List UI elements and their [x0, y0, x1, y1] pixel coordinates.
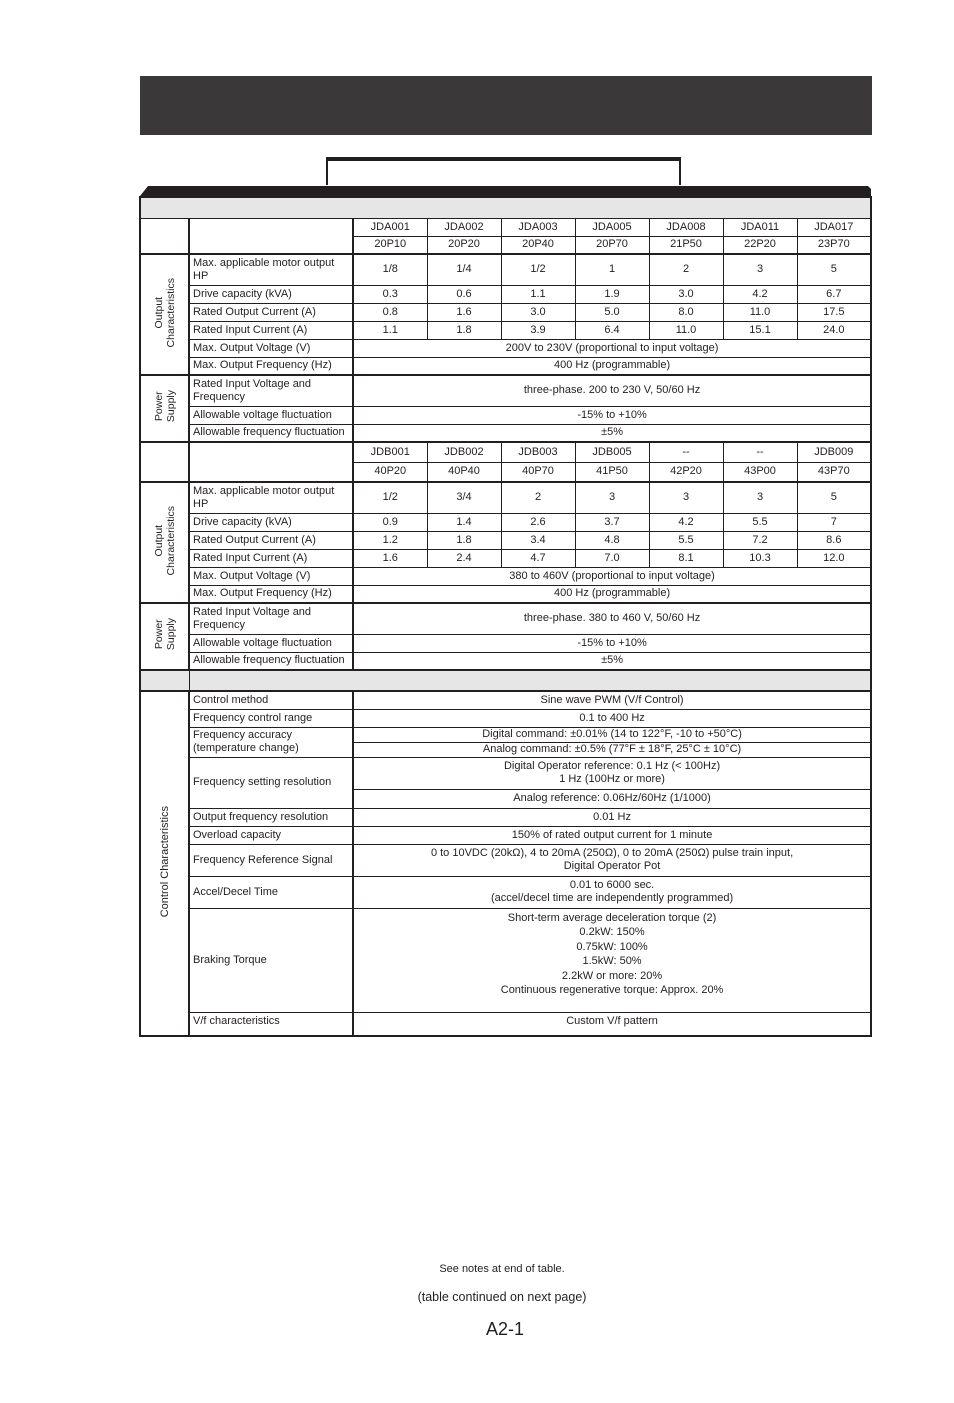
table-row: Overload capacity 150% of rated output current for 1 minute: [140, 826, 871, 844]
model-subcode-row-200v: 20P10 20P20 20P40 20P70 21P50 22P20 23P70: [140, 236, 871, 254]
table-row: Analog reference: 0.06Hz/60Hz (1/1000): [140, 789, 871, 808]
table-row: Allowable frequency fluctuation ±5%: [140, 424, 871, 442]
table-row: Rated Output Current (A) 0.8 1.6 3.0 5.0 8.0 11.0 17.5: [140, 303, 871, 321]
table-row: Frequency accuracy (temperature change) Digital command: ±0.01% (14 to 122°F, -10 to +50°C): [140, 727, 871, 742]
table-row: Control Characteristics Control method Sine wave PWM (V/f Control): [140, 691, 871, 709]
see-notes-text: See notes at end of table.: [439, 1263, 565, 1275]
page-header-bar: [140, 76, 872, 135]
model-code-row-200v: JDA001 JDA002 JDA003 JDA005 JDA008 JDA011 JDA017: [140, 218, 871, 236]
table-row: Frequency control range 0.1 to 400 Hz: [140, 709, 871, 727]
control-characteristics-group: Control Characteristics: [140, 691, 189, 1036]
table-row: Output frequency resolution 0.01 Hz: [140, 808, 871, 826]
table-top-bar: [140, 186, 871, 196]
table-row: Allowable frequency fluctuation ±5%: [140, 652, 871, 670]
table-row: Output Characteristics Max. applicable motor output HP 1/8 1/4 1/2 1 2 3 5: [140, 254, 871, 285]
table-row: Rated Input Current (A) 1.1 1.8 3.9 6.4 11.0 15.1 24.0: [140, 321, 871, 339]
table-row: Output Characteristics Max. applicable motor output HP 1/2 3/4 2 3 3 3 5: [140, 482, 871, 513]
specifications-table: [139, 196, 872, 1037]
model-subcode-row-400v: 40P20 40P40 40P70 41P50 42P20 43P00 43P70: [140, 462, 871, 482]
model-code-row-400v: JDB001 JDB002 JDB003 JDB005 -- -- JDB009: [140, 442, 871, 462]
table-row: Max. Output Frequency (Hz) 400 Hz (programmable): [140, 585, 871, 603]
table-row: Braking Torque Short-term average deceleration torque (2) 0.2kW: 150% 0.75kW: 100% 1.5kW: 50% 2.2kW or more: 20% Continuous regenerative torque: Approx. 20%: [140, 908, 871, 1012]
output-characteristics-group: Output Characteristics: [140, 482, 189, 603]
output-characteristics-group: Output Characteristics: [140, 254, 189, 375]
table-row: V/f characteristics Custom V/f pattern: [140, 1012, 871, 1036]
page-number: A2-1: [485, 1319, 525, 1339]
section-header-control: [140, 670, 871, 691]
table-row: Power Supply Rated Input Voltage and Frequency three-phase. 200 to 230 V, 50/60 Hz: [140, 375, 871, 406]
table-row: Allowable voltage fluctuation -15% to +10%: [140, 406, 871, 424]
table-row: Max. Output Voltage (V) 200V to 230V (proportional to input voltage): [140, 339, 871, 357]
table-row: Drive capacity (kVA) 0.9 1.4 2.6 3.7 4.2 5.5 7: [140, 513, 871, 531]
table-row: Rated Input Current (A) 1.6 2.4 4.7 7.0 8.1 10.3 12.0: [140, 549, 871, 567]
table-row: Accel/Decel Time 0.01 to 6000 sec. (accel/decel time are independently programmed): [140, 876, 871, 908]
continued-text: (table continued on next page): [417, 1290, 587, 1304]
table-row: Power Supply Rated Input Voltage and Frequency three-phase. 380 to 460 V, 50/60 Hz: [140, 603, 871, 634]
table-row: Frequency setting resolution Digital Operator reference: 0.1 Hz (< 100Hz) 1 Hz (100Hz or more): [140, 757, 871, 789]
table-row: Max. Output Voltage (V) 380 to 460V (proportional to input voltage): [140, 567, 871, 585]
title-tab-box: [326, 157, 681, 185]
table-row: Rated Output Current (A) 1.2 1.8 3.4 4.8 5.5 7.2 8.6: [140, 531, 871, 549]
table-row: Analog command: ±0.5% (77°F ± 18°F, 25°C ± 10°C): [140, 742, 871, 757]
power-supply-group: Power Supply: [140, 603, 189, 670]
power-supply-group: Power Supply: [140, 375, 189, 442]
table-row: Drive capacity (kVA) 0.3 0.6 1.1 1.9 3.0 4.2 6.7: [140, 285, 871, 303]
table-row: Allowable voltage fluctuation -15% to +10%: [140, 634, 871, 652]
table-row: Frequency Reference Signal 0 to 10VDC (20kΩ), 4 to 20mA (250Ω), 0 to 20mA (250Ω) pulse train input, Digital Operator Pot: [140, 844, 871, 876]
section-header-200v: [140, 197, 871, 218]
table-row: Max. Output Frequency (Hz) 400 Hz (programmable): [140, 357, 871, 375]
